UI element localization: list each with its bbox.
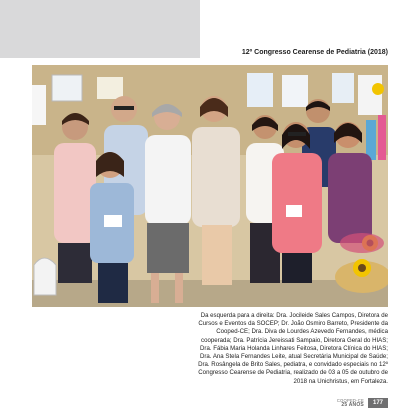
caption-text: Da esquerda para a direita: Dra. Jocileide Sales Campos, Diretora de Cursos e Eventos da SOCEP; Dr. João Osmiro Barreto, Presidente da Cooped-CE; Dra. Diva de Lourdes Azevedo Fernandes, médica cooperada; Dra. Patrícia Jereissati Sampaio, Diretora Geral do HIAS; Dra. Fábia Maria Holanda Linhares Feitosa, Diretora Clínica do HIAS; Dra. Ana Stela Fernandes Leite, atual Secretária Municipal de Saúde; Dra. Rosângela de Brito Sales, pediatra, e convidado especiais no 12º Congresso Cearense de Pediatria, realizado de 03 a 05 de outubro de 2018 na Unichristus, em Fortaleza. [198, 312, 388, 385]
footer-brand-line1: COOPED-CE [336, 398, 364, 403]
header-gray-band [0, 0, 200, 58]
page-footer [337, 398, 388, 408]
page-title: 12º Congresso Cearense de Pediatria (2018) [241, 49, 388, 56]
footer-brand-line2: 25 ANOS [341, 402, 364, 408]
page-number: 177 [368, 398, 388, 408]
group-photo [32, 65, 388, 307]
photo-caption [190, 312, 388, 386]
footer-brand-logo [337, 398, 364, 408]
